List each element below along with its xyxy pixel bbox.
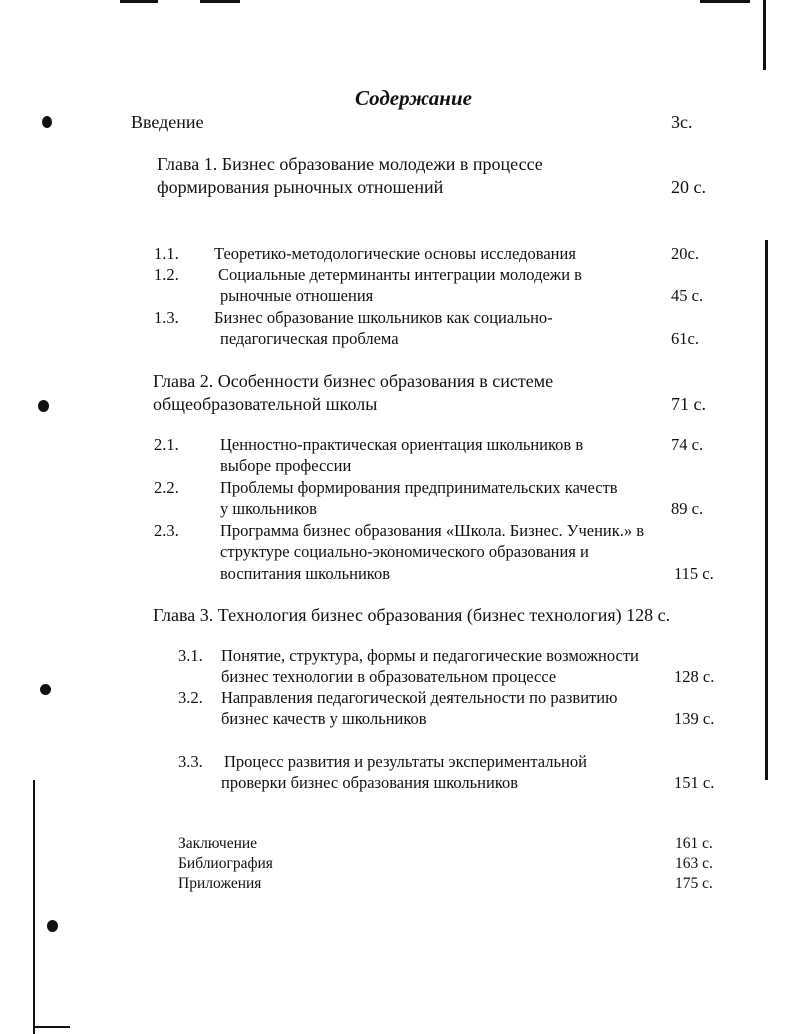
- section-2-3-title: Программа бизнес образования «Школа. Бизнес. Ученик.» в: [220, 521, 645, 540]
- scan-edge-left: [34, 1026, 70, 1028]
- toc-conclusion-label: Заключение: [178, 835, 258, 852]
- section-3-3-title-cont: проверки бизнес образования школьников: [221, 773, 519, 792]
- section-3-3-title: Процесс развития и результаты экспериментальной: [224, 752, 587, 771]
- section-2-2-title: Проблемы формирования предпринимательских качеств: [220, 478, 618, 497]
- section-3-3-page: 151 с.: [674, 773, 715, 792]
- section-3-1-page: 128 с.: [674, 667, 715, 686]
- toc-appendices-label: Приложения: [178, 875, 262, 892]
- section-2-3-page: 115 с.: [674, 564, 714, 583]
- section-2-3-title-cont: воспитания школьников: [220, 564, 390, 583]
- chapter-2-heading: Глава 2. Особенности бизнес образования в системе: [153, 371, 554, 391]
- chapter-2-heading-cont: общеобразовательной школы: [153, 394, 378, 414]
- section-1-2-title: Социальные детерминанты интеграции молодежи в: [218, 265, 582, 284]
- scan-edge-right: [765, 240, 768, 780]
- section-3-3-num: 3.3.: [178, 752, 203, 771]
- section-3-1-title: Понятие, структура, формы и педагогические возможности: [221, 646, 639, 665]
- section-1-2-page: 45 с.: [671, 286, 704, 305]
- chapter-3-heading: Глава 3. Технология бизнес образования (бизнес технология) 128 с.: [153, 605, 671, 625]
- scan-edge-top: [120, 0, 158, 3]
- section-3-2-title-cont: бизнес качеств у школьников: [221, 709, 427, 728]
- section-3-2-num: 3.2.: [178, 688, 203, 707]
- section-3-1-num: 3.1.: [178, 646, 203, 665]
- section-1-2-num: 1.2.: [154, 265, 179, 284]
- scan-edge-top: [200, 0, 240, 3]
- chapter-1-page: 20 с.: [671, 177, 706, 197]
- toc-bibliography-page: 163 с.: [675, 855, 713, 872]
- scan-edge-right: [763, 0, 766, 70]
- scan-edge-top: [700, 0, 750, 3]
- section-2-2-num: 2.2.: [154, 478, 179, 497]
- punch-hole-mark: [47, 920, 58, 932]
- section-2-1-page: 74 с.: [671, 435, 704, 454]
- section-1-1-page: 20с.: [671, 244, 699, 263]
- section-2-1-title: Ценностно-практическая ориентация школьников в: [220, 435, 584, 454]
- section-1-1-num: 1.1.: [154, 244, 179, 263]
- section-3-2-page: 139 с.: [674, 709, 715, 728]
- section-2-1-num: 2.1.: [154, 435, 179, 454]
- section-1-3-title-cont: педагогическая проблема: [220, 329, 399, 348]
- section-1-2-title-cont: рыночные отношения: [220, 286, 374, 305]
- toc-intro-page: 3с.: [671, 112, 693, 132]
- punch-hole-mark: [40, 684, 51, 695]
- chapter-2-page: 71 с.: [671, 394, 706, 414]
- section-1-3-title: Бизнес образование школьников как социально-: [214, 308, 553, 327]
- toc-conclusion-page: 161 с.: [675, 835, 713, 852]
- section-1-1-title: Теоретико-методологические основы исследования: [214, 244, 576, 263]
- section-2-2-title-cont: у школьников: [220, 499, 317, 518]
- section-1-3-page: 61с.: [671, 329, 699, 348]
- toc-intro-label: Введение: [131, 112, 204, 132]
- toc-bibliography-label: Библиография: [178, 855, 273, 872]
- section-2-1-title-cont: выборе профессии: [220, 456, 352, 475]
- section-3-2-title: Направления педагогической деятельности по развитию: [221, 688, 618, 707]
- section-2-3-num: 2.3.: [154, 521, 179, 540]
- section-2-3-title-cont: структуре социально-экономического образования и: [220, 542, 589, 561]
- section-1-3-num: 1.3.: [154, 308, 179, 327]
- punch-hole-mark: [42, 116, 52, 128]
- scan-edge-left: [33, 780, 35, 1034]
- chapter-1-heading-cont: формирования рыночных отношений: [157, 177, 444, 197]
- toc-appendices-page: 175 с.: [675, 875, 713, 892]
- punch-hole-mark: [38, 400, 49, 412]
- page-title: Содержание: [355, 86, 472, 110]
- section-3-1-title-cont: бизнес технологии в образовательном процессе: [221, 667, 557, 686]
- section-2-2-page: 89 с.: [671, 499, 704, 518]
- chapter-1-heading: Глава 1. Бизнес образование молодежи в процессе: [157, 154, 543, 174]
